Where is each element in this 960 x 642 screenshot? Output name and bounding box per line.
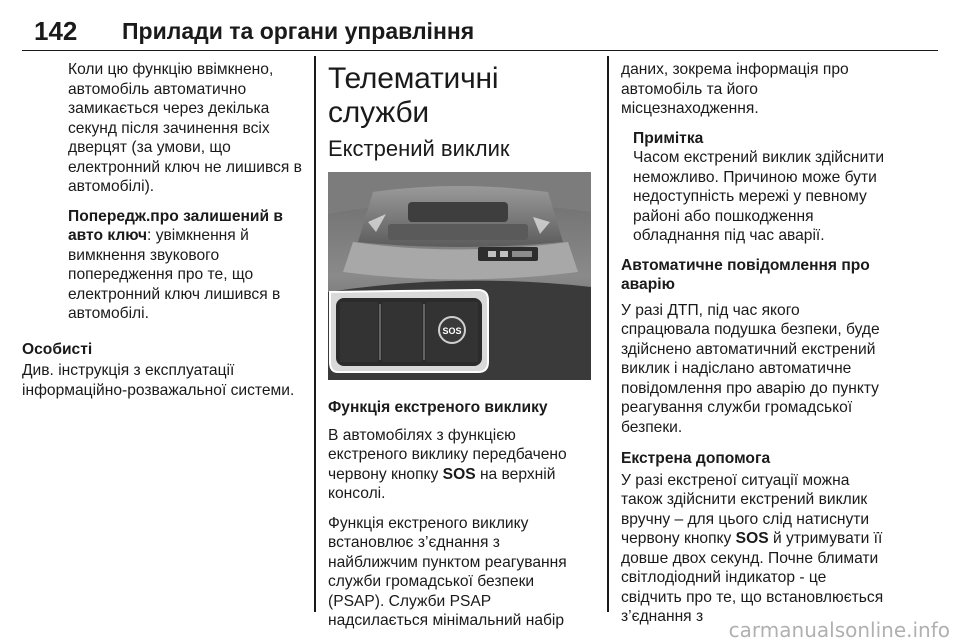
paragraph-auto-notification: У разі ДТП, під час якого спрацювала подушка безпеки, буде здійснено автоматичний екстрений виклик і надіслано автоматичне повідомлення про аварію до пункту реагування служби громадської безпеки. — [621, 301, 880, 436]
sos-button-label: SOS — [442, 326, 462, 336]
paragraph-auto-lock: Коли цю функцію ввімкнено, автомобіль автоматично замикається через декілька секунд після зачинення всіх дверцят (за умови, що електронний ключ не лишився в автомобілі). — [68, 61, 302, 195]
paragraph-psap: Функція екстреного виклику встановлює з’єднання з найближчим пунктом реагування служби громадської безпеки (PSAP). Служби PSAP надсилається мінімальний набір — [328, 514, 567, 629]
section-title: Телематичні служби — [328, 62, 499, 129]
page-header — [22, 14, 938, 51]
watermark: carmanualsonline.info — [728, 618, 950, 642]
column-1 — [22, 60, 304, 410]
subsection-title: Екстрений виклик — [328, 136, 510, 161]
page-number: 142 — [34, 16, 78, 46]
column-2 — [328, 60, 593, 641]
paragraph-data-continued: даних, зокрема інформація про автомобіль та його місцезнаходження. — [621, 61, 849, 117]
manual-call-sos-bold: SOS — [735, 530, 769, 547]
paragraph-manual-call — [621, 471, 889, 627]
page-title: Прилади та органи управління — [122, 18, 475, 44]
column-3 — [621, 60, 889, 637]
heading-emergency-function: Функція екстреного виклику — [328, 399, 548, 416]
paragraph-sos-button — [328, 426, 593, 504]
overhead-console-illustration — [328, 172, 591, 380]
key-warning-title: Попередж.про залишений в авто ключ — [68, 207, 284, 244]
heading-emergency-help: Екстрена допомога — [621, 450, 771, 467]
paragraph-see-manual: Див. інструкція з експлуатації інформаційно-розважальної системи. — [22, 362, 295, 399]
overhead-console-photo — [328, 172, 591, 380]
column-divider-1 — [314, 56, 316, 612]
heading-auto-notification: Автоматичне повідомлення про аварію — [621, 256, 870, 293]
note-block — [621, 129, 889, 246]
note-title: Примітка — [633, 129, 704, 147]
column-divider-2 — [607, 56, 609, 612]
key-warning-text: : увімкнення й вимкнення звукового попередження про те, що електронний ключ лишився в автомобілі. — [68, 227, 281, 322]
manual-call-text-a: У разі екстреної ситуації можна також здійснити екстрений виклик вручну – для цього слід натиснути червону кнопку — [621, 471, 870, 547]
sos-text-b: на верхній консолі. — [328, 465, 556, 502]
sos-text-bold: SOS — [442, 465, 476, 483]
note-text: Часом екстрений виклик здійснити неможливо. Причиною може бути недоступність мережі у певному районі або пошкодження обладнання під час аварії. — [633, 149, 885, 244]
heading-personal: Особисті — [22, 340, 93, 358]
sos-text-a: В автомобілях з функцією екстреного виклику передбачено червону кнопку — [328, 426, 567, 483]
paragraph-key-warning — [68, 207, 304, 324]
manual-call-text-b: й утримувати її довше двох секунд. Почне блимати світлодіодний індикатор - це свідчить про те, що встановлюється з’єднання з — [621, 530, 884, 625]
